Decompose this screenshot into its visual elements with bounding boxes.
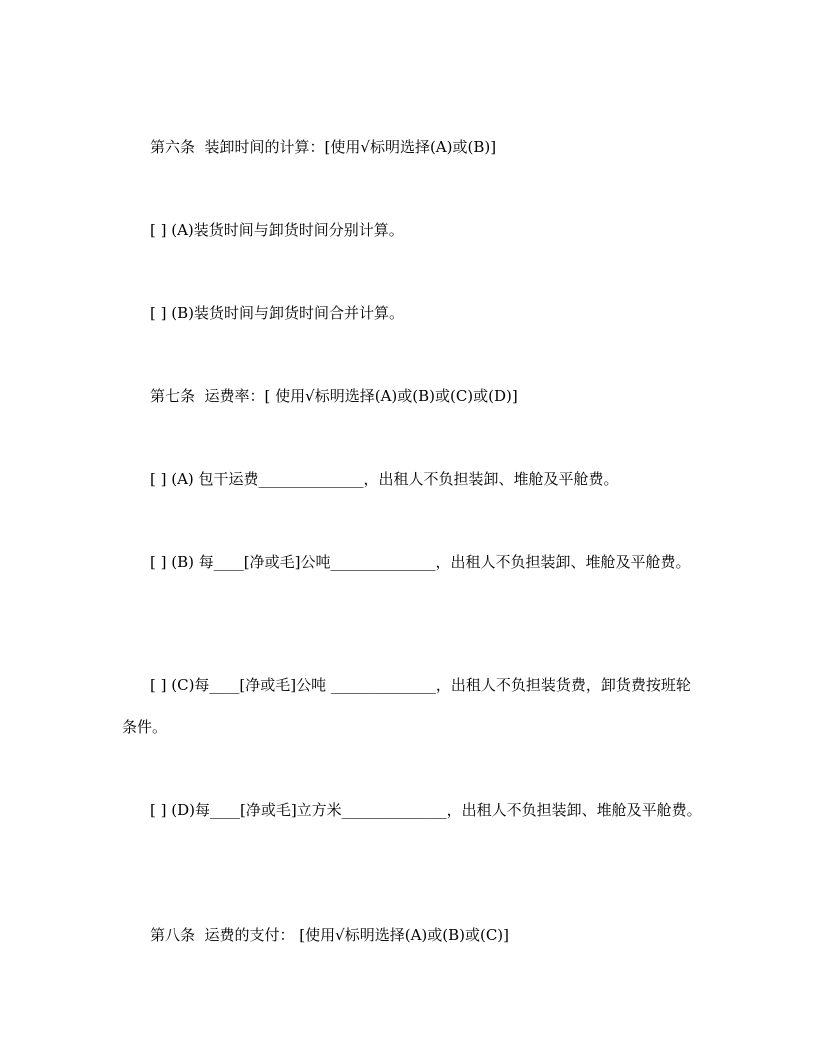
article-6-option-b: [ ] (B)装货时间与卸货时间合并计算。 xyxy=(150,304,404,322)
article-7-option-a: [ ] (A) 包干运费______________，出租人不负担装卸、堆舱及平舱费。 xyxy=(150,470,619,488)
article-7-option-d: [ ] (D)每____[净或毛]立方米______________，出租人不负担装卸、堆舱及平舱费。 xyxy=(150,801,702,819)
article-8-heading: 第八条 运费的支付： [使用√标明选择(A)或(B)或(C)] xyxy=(150,926,510,944)
article-7-heading: 第七条 运费率：[ 使用√标明选择(A)或(B)或(C)或(D)] xyxy=(150,387,518,405)
article-7-option-c: [ ] (C)每____[净或毛]公吨 ______________，出租人不负担装货费，卸货费按班轮条件。 xyxy=(122,676,691,736)
article-6-option-a: [ ] (A)装货时间与卸货时间分别计算。 xyxy=(150,221,404,239)
article-6-heading: 第六条 装卸时间的计算：[使用√标明选择(A)或(B)] xyxy=(150,138,497,156)
article-7-option-b: [ ] (B) 每____[净或毛]公吨______________，出租人不负担装卸、堆舱及平舱费。 xyxy=(150,553,691,571)
